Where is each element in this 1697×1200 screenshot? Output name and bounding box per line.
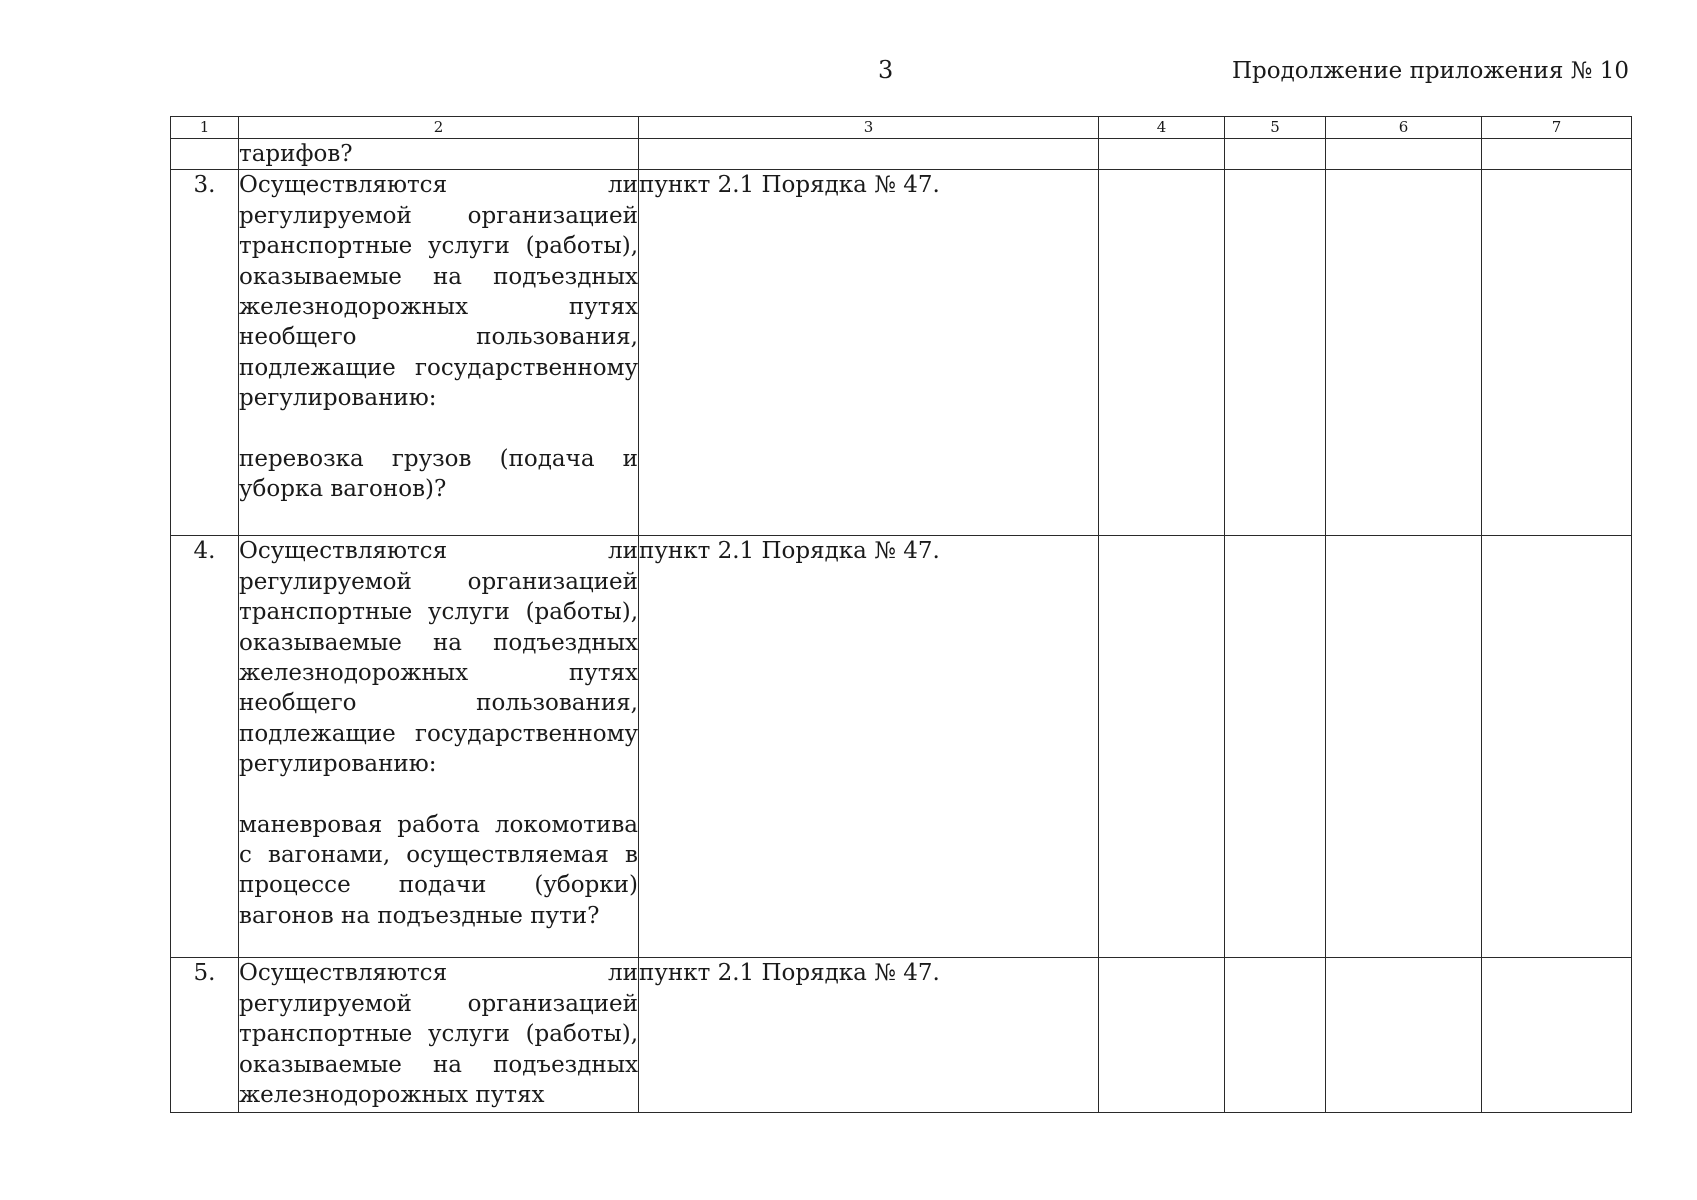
reference-cell xyxy=(639,139,1099,170)
question-item-text: перевозка грузов (подача и уборка вагонов)? xyxy=(239,445,638,503)
row-number-cell xyxy=(171,139,239,170)
column-number-row xyxy=(171,117,1632,139)
row-number-cell: 5. xyxy=(171,958,239,1113)
table-row xyxy=(171,958,1632,1113)
empty-cell xyxy=(1225,536,1326,958)
empty-cell xyxy=(1225,139,1326,170)
reference-cell: пункт 2.1 Порядка № 47. xyxy=(639,536,1099,958)
question-intro-text: Осуществляются ли регулируемой организацией транспортные услуги (работы), оказываемые на подъездных железнодорожных путях необщего пользования, подлежащие государственному регулированию: xyxy=(239,172,638,412)
empty-cell xyxy=(1482,139,1632,170)
column-number-3: 3 xyxy=(639,117,1099,139)
column-number-7: 7 xyxy=(1482,117,1632,139)
page-number: 3 xyxy=(878,56,894,84)
empty-cell xyxy=(1326,958,1482,1113)
question-cell xyxy=(239,958,639,1113)
question-intro-text: Осуществляются ли регулируемой организацией транспортные услуги (работы), оказываемые на подъездных железнодорожных путях необщего пользования, подлежащие государственному регулированию: xyxy=(239,538,638,778)
empty-cell xyxy=(1225,958,1326,1113)
column-number-1: 1 xyxy=(171,117,239,139)
column-number-6: 6 xyxy=(1326,117,1482,139)
table-row xyxy=(171,536,1632,958)
paragraph-gap xyxy=(239,780,638,810)
column-number-4: 4 xyxy=(1099,117,1225,139)
empty-cell xyxy=(1326,536,1482,958)
empty-cell xyxy=(1099,536,1225,958)
reference-cell: пункт 2.1 Порядка № 47. xyxy=(639,958,1099,1113)
empty-cell xyxy=(1099,170,1225,536)
document-table xyxy=(170,116,1632,1113)
question-continuation-text: тарифов? xyxy=(239,141,353,167)
column-number-5: 5 xyxy=(1225,117,1326,139)
question-intro-text: Осуществляются ли регулируемой организацией транспортные услуги (работы), оказываемые на подъездных железнодорожных путях xyxy=(239,960,638,1109)
appendix-continuation-label: Продолжение приложения № 10 xyxy=(1231,58,1629,84)
empty-cell xyxy=(1326,139,1482,170)
question-cell xyxy=(239,536,639,958)
empty-cell xyxy=(1482,536,1632,958)
empty-cell xyxy=(1099,139,1225,170)
empty-cell xyxy=(1326,170,1482,536)
question-cell xyxy=(239,170,639,536)
paragraph-gap xyxy=(239,414,638,444)
empty-cell xyxy=(1482,958,1632,1113)
empty-cell xyxy=(1099,958,1225,1113)
question-item-text: маневровая работа локомотива с вагонами, осуществляемая в процессе подачи (уборки) вагонов на подъездные пути? xyxy=(239,811,638,929)
empty-cell xyxy=(1482,170,1632,536)
row-number-cell: 4. xyxy=(171,536,239,958)
column-number-2: 2 xyxy=(239,117,639,139)
empty-cell xyxy=(1225,170,1326,536)
reference-cell: пункт 2.1 Порядка № 47. xyxy=(639,170,1099,536)
table-row xyxy=(171,170,1632,536)
question-cell xyxy=(239,139,639,170)
table-row-continuation xyxy=(171,139,1632,170)
row-number-cell: 3. xyxy=(171,170,239,536)
